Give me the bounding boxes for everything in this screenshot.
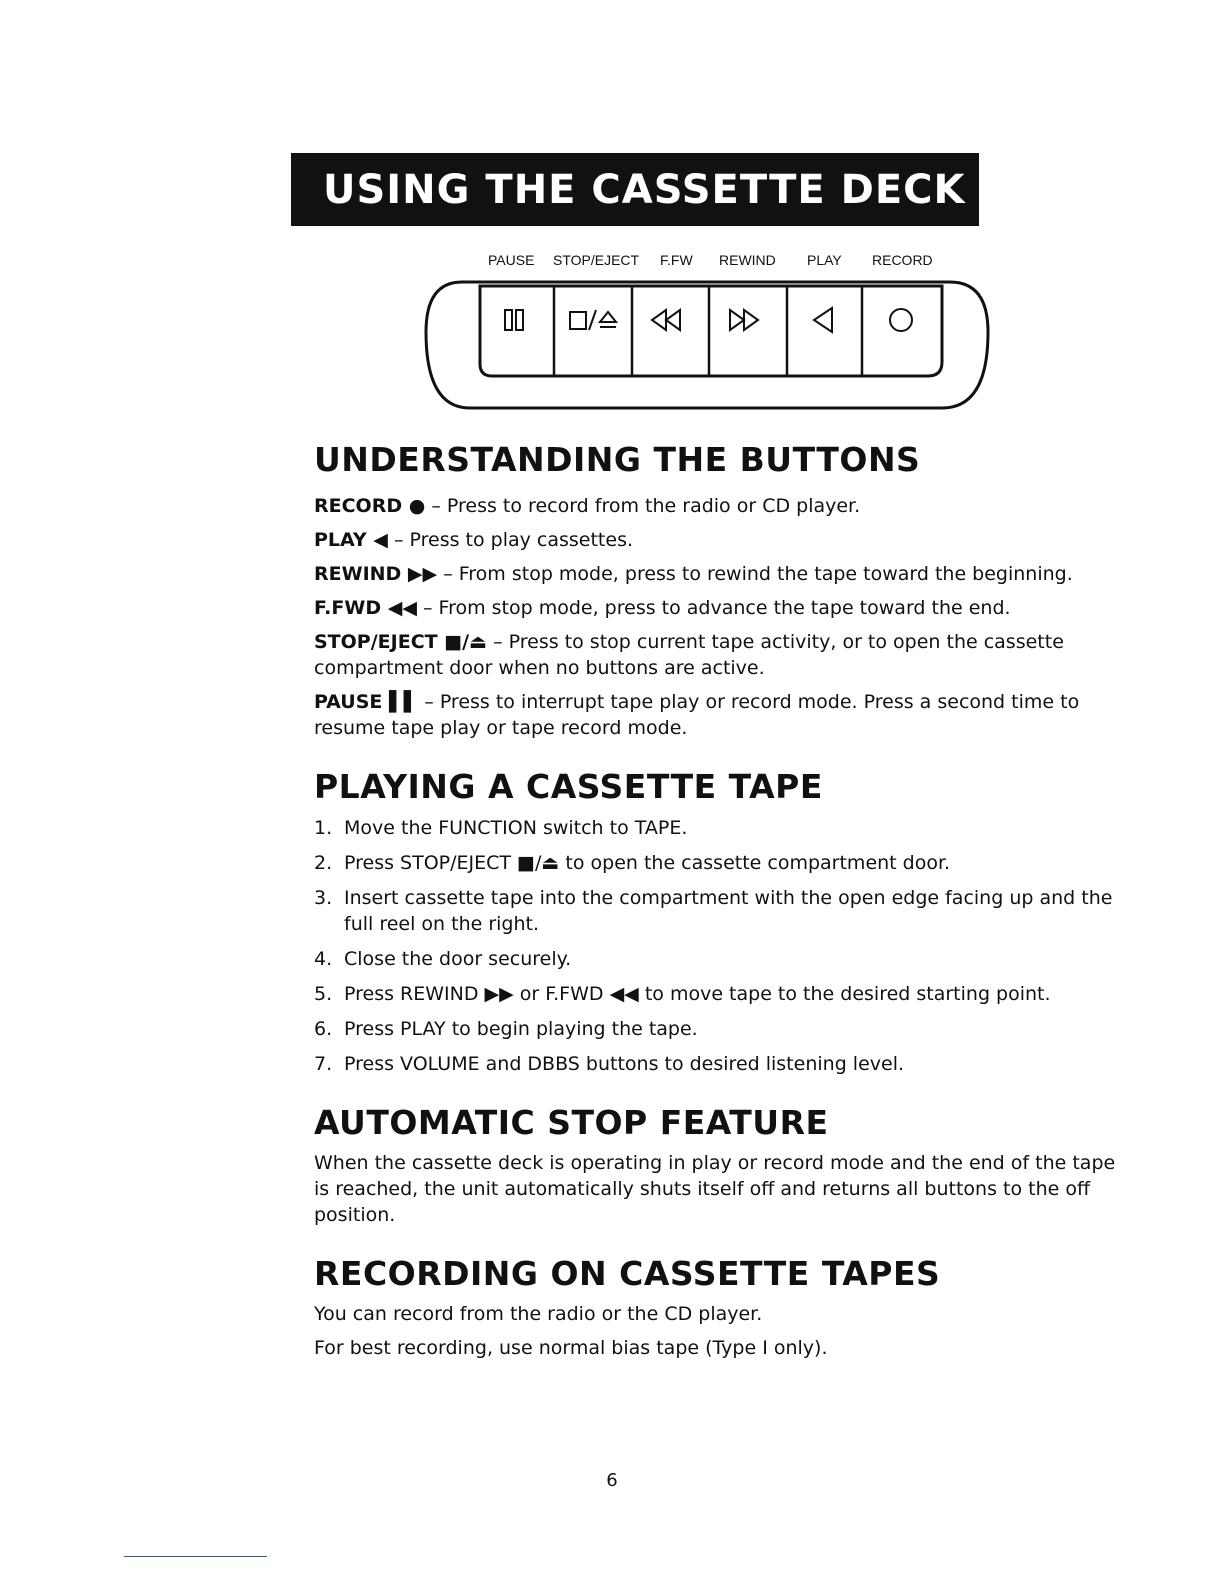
stop-eject-text: – Press to stop current tape activity, or to open the cassette compartment door when no buttons are active.: [314, 631, 1064, 679]
recording-line: You can record from the radio or the CD player.: [314, 1303, 763, 1325]
label-play: PLAY: [807, 252, 842, 268]
title-banner: [291, 153, 979, 226]
recording-line: For best recording, use normal bias tape (Type I only).: [314, 1337, 828, 1359]
ffwd-label: F.FWD ◀◀: [314, 597, 417, 619]
auto-stop-text: When the cassette deck is operating in play or record mode and the end of the tape is reached, the unit automatically shuts itself off and returns all buttons to the off position.: [314, 1152, 1116, 1226]
label-ffw: F.FW: [660, 252, 693, 268]
list-item: 6. Press PLAY to begin playing the tape.: [314, 1018, 698, 1040]
page-title: USING THE CASSETTE DECK: [323, 166, 966, 213]
list-item: 2. Press STOP/EJECT ■/⏏ to open the cassette compartment door.: [314, 852, 951, 874]
pause-description: [314, 689, 1134, 741]
ffwd-text: – From stop mode, press to advance the tape toward the end.: [416, 597, 1011, 619]
rewind-icon: [730, 310, 758, 330]
record-icon: [890, 309, 912, 331]
list-item: 3. Insert cassette tape into the compartment with the open edge facing up and the full reel on the right.: [314, 887, 1113, 935]
page-content: [314, 440, 1134, 1361]
list-item: 5. Press REWIND ▶▶ or F.FWD ◀◀ to move tape to the desired starting point.: [314, 983, 1051, 1005]
understanding-buttons-section: [314, 440, 1134, 741]
cassette-deck-diagram: [422, 272, 990, 412]
playing-section: [314, 767, 1134, 1077]
fast-forward-icon: [652, 310, 680, 330]
stop-eject-label: STOP/EJECT ■/⏏: [314, 631, 488, 653]
section-heading: AUTOMATIC STOP FEATURE: [314, 1103, 829, 1142]
label-rewind: REWIND: [719, 252, 776, 268]
automatic-stop-section: [314, 1103, 1134, 1228]
deck-button-labels: [0, 252, 1224, 272]
record-description: [314, 493, 1134, 519]
label-record: RECORD: [872, 252, 933, 268]
pause-label: PAUSE ▌▌: [314, 691, 419, 713]
play-description: [314, 527, 1134, 553]
rewind-label: REWIND ▶▶: [314, 563, 438, 585]
rewind-description: [314, 561, 1134, 587]
rewind-text: – From stop mode, press to rewind the tape toward the beginning.: [437, 563, 1073, 585]
page-number: 6: [606, 1470, 618, 1491]
record-text: – Press to record from the radio or CD player.: [425, 495, 861, 517]
pause-text: – Press to interrupt tape play or record mode. Press a second time to resume tape play or tape record mode.: [314, 691, 1080, 739]
ffwd-description: [314, 595, 1134, 621]
footer-divider: [124, 1556, 267, 1557]
list-item: 1. Move the FUNCTION switch to TAPE.: [314, 817, 688, 839]
playing-steps: [314, 815, 1134, 1077]
record-label: RECORD ●: [314, 495, 426, 517]
stop-eject-description: [314, 629, 1134, 681]
recording-section: [314, 1254, 1134, 1361]
section-heading: RECORDING ON CASSETTE TAPES: [314, 1254, 941, 1293]
list-item: 7. Press VOLUME and DBBS buttons to desired listening level.: [314, 1053, 905, 1075]
pause-icon: [505, 310, 523, 330]
list-item: 4. Close the door securely.: [314, 948, 572, 970]
stop-eject-icon: [570, 310, 616, 330]
section-heading: PLAYING A CASSETTE TAPE: [314, 767, 823, 806]
label-stop-eject: STOP/EJECT: [553, 252, 640, 268]
play-label: PLAY ◀: [314, 529, 388, 551]
label-pause: PAUSE: [488, 252, 535, 268]
play-icon: [814, 308, 832, 332]
section-heading: UNDERSTANDING THE BUTTONS: [314, 440, 921, 479]
play-text: – Press to play cassettes.: [387, 529, 634, 551]
